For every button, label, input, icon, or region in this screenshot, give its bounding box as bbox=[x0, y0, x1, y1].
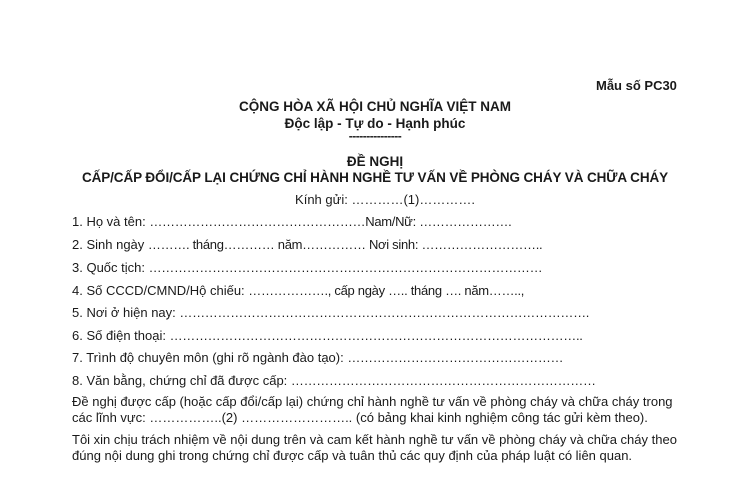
field-label: 4. Số CCCD/CMND/Hộ chiếu: bbox=[72, 283, 249, 298]
field-label: 8. Văn bằng, chứng chỉ đã được cấp: bbox=[72, 373, 291, 388]
field-birth[interactable] bbox=[72, 237, 542, 252]
document-subtitle: CẤP/CẤP ĐỔI/CẤP LẠI CHỨNG CHỈ HÀNH NGHỀ TƯ VẤN VỀ PHÒNG CHÁY VÀ CHỮA CHÁY bbox=[81, 170, 669, 185]
field-full-name[interactable] bbox=[72, 214, 511, 229]
field-fill[interactable]: ………………………………………………………………………………… bbox=[148, 260, 543, 275]
addressee-line: Kính gửi: …………(1)…………. bbox=[295, 192, 475, 207]
field-fill[interactable]: ………………., cấp ngày ….. tháng …. năm…….., bbox=[248, 283, 525, 298]
field-label: 1. Họ và tên: bbox=[72, 214, 150, 229]
field-label: 2. Sinh ngày bbox=[72, 237, 148, 252]
field-id-number[interactable] bbox=[72, 283, 524, 298]
field-label: 6. Số điện thoại: bbox=[72, 328, 170, 343]
field-fill[interactable]: ……………………………………………………………… bbox=[290, 373, 596, 388]
field-nationality[interactable] bbox=[72, 260, 542, 275]
document-title: ĐỀ NGHỊ bbox=[346, 154, 404, 169]
field-phone[interactable] bbox=[72, 328, 583, 343]
paragraph-line: Tôi xin chịu trách nhiệm về nội dung trên và cam kết hành nghề tư vấn về phòng cháy và chữa cháy theo bbox=[72, 432, 677, 447]
field-label: 5. Nơi ở hiện nay: bbox=[72, 305, 180, 320]
field-fill[interactable]: ………. tháng………… năm…………… Nơi sinh: ……………………….. bbox=[147, 237, 543, 252]
field-label: 3. Quốc tịch: bbox=[72, 260, 149, 275]
field-current-address[interactable] bbox=[72, 305, 589, 320]
field-label: 7. Trình độ chuyên môn (ghi rõ ngành đào tạo): bbox=[72, 350, 348, 365]
field-fill[interactable]: …………………………………………… bbox=[347, 350, 564, 365]
form-code: Mẫu số PC30 bbox=[596, 78, 677, 93]
national-title: CỘNG HÒA XÃ HỘI CHỦ NGHĨA VIỆT NAM bbox=[238, 99, 511, 114]
request-paragraph bbox=[72, 394, 712, 426]
field-fill[interactable]: ……………………………………………Nam/Nữ: …………………. bbox=[149, 214, 512, 229]
field-fill[interactable]: ……………………………………………………………………………………. bbox=[179, 305, 590, 320]
field-certificates[interactable] bbox=[72, 373, 596, 388]
header-separator: --------------- bbox=[348, 129, 402, 143]
paragraph-line: đúng nội dung ghi trong chứng chỉ được cấp và tuân thủ các quy định của pháp luật có liên quan. bbox=[72, 448, 633, 463]
field-fill[interactable]: …………………………………………………………………………………….. bbox=[169, 328, 583, 343]
commitment-paragraph bbox=[72, 432, 712, 464]
paragraph-line: các lĩnh vực: ……………..(2) …………………….. (có bảng khai kinh nghiệm công tác gửi kèm theo). bbox=[72, 410, 648, 425]
national-motto: Độc lập - Tự do - Hạnh phúc bbox=[284, 116, 466, 131]
paragraph-line: Đề nghị được cấp (hoặc cấp đổi/cấp lại) chứng chỉ hành nghề tư vấn về phòng cháy và chữa cháy trong bbox=[72, 394, 673, 409]
field-qualification[interactable] bbox=[72, 350, 563, 365]
